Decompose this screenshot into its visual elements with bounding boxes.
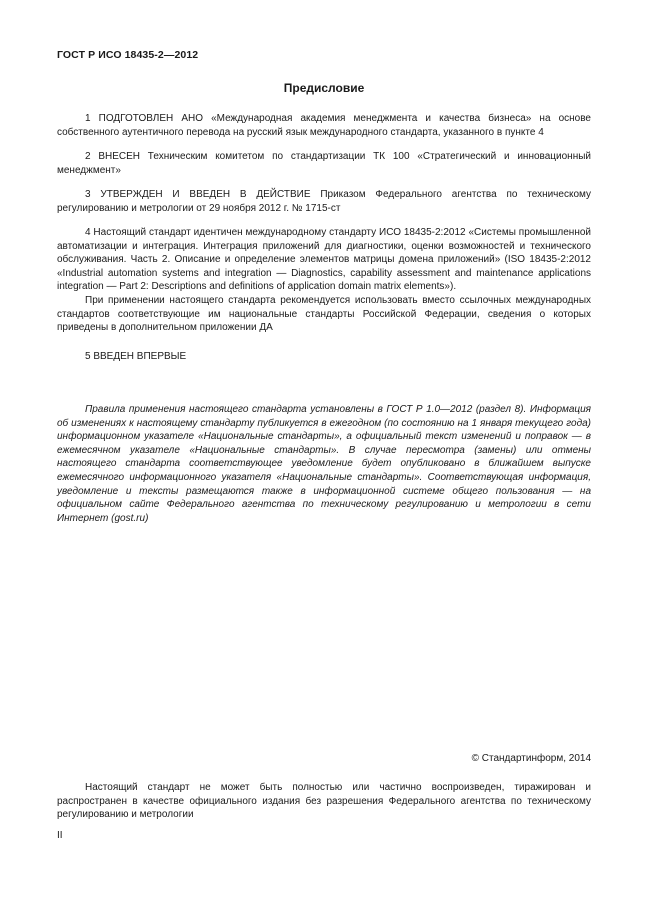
note-text: Правила применения настоящего стандарта установлены в ГОСТ Р 1.0—2012 (раздел 8). Информация об изменениях к настоящему стандарту публикуется в ежегодном (по состоянию на 1 января текущего года) информационном указателе «Национальные стандарты», а официальный текст изменений и поправок — в ежемесячном указателе «Национальные стандарты». В случае пересмотра (замены) или отмены настоящего стандарта соответствующее уведомление будет опубликовано в ближайшем выпуске ежемесячного информационного указателя «Национальные стандарты». Соответствующая информация, уведомление и тексты размещаются также в информационной системе общего пользования — на официальном сайте Федерального агентства по техническому регулированию и метрологии в сети Интернет (gost.ru) <box>57 404 591 524</box>
paragraph-text: 3 УТВЕРЖДЕН И ВВЕДЕН В ДЕЙСТВИЕ Приказом Федерального агентства по техническому регулированию и метрологии от 29 ноября 2012 г. № 1715-ст <box>57 189 591 214</box>
reproduction-notice <box>57 781 591 822</box>
standard-code: ГОСТ Р ИСО 18435-2—2012 <box>57 49 199 61</box>
document-page <box>57 0 591 913</box>
page-title: Предисловие <box>283 81 365 95</box>
paragraph-text: 4 Настоящий стандарт идентичен международному стандарту ИСО 18435-2:2012 «Системы промышленной автоматизации и интеграция. Интеграция приложений для диагностики, оценки возможностей и технического обслуживания. Часть 2. Описание и определение элементов матрицы домена приложений» (ISO 18435-2:2012 «Industrial automation systems and integration — Diagnostics, capability assessment and maintenance applications integration — Part 2: Descriptions and definitions of application domain matrix elements»). <box>57 227 591 293</box>
paragraph-text: 5 ВВЕДЕН ВПЕРВЫЕ <box>85 351 187 362</box>
paragraph-text: 1 ПОДГОТОВЛЕН АНО «Международная академия менеджмента и качества бизнеса» на основе собственного аутентичного перевода на русский язык международного стандарта, указанного в пункте 4 <box>57 113 591 138</box>
notice-text: Настоящий стандарт не может быть полностью или частично воспроизведен, тиражирован и распространен в качестве официального издания без разрешения Федерального агентства по техническому регулированию и метрологии <box>57 782 591 821</box>
application-rules-note <box>57 403 591 525</box>
paragraph-first-introduced <box>57 350 591 364</box>
paragraph-prepared <box>57 112 591 139</box>
copyright: © Стандартинформ, 2014 <box>471 753 591 764</box>
paragraph-identical <box>57 226 591 335</box>
paragraph-text: 2 ВНЕСЕН Техническим комитетом по стандартизации ТК 100 «Стратегический и инновационный менеджмент» <box>57 151 591 176</box>
paragraph-text: При применении настоящего стандарта рекомендуется использовать вместо ссылочных международных стандартов соответствующие им национальные стандарты Российской Федерации, сведения о которых приведены в дополнительном приложении ДА <box>57 294 591 334</box>
page-number: II <box>57 830 63 841</box>
paragraph-approved <box>57 188 591 215</box>
paragraph-introduced <box>57 150 591 177</box>
